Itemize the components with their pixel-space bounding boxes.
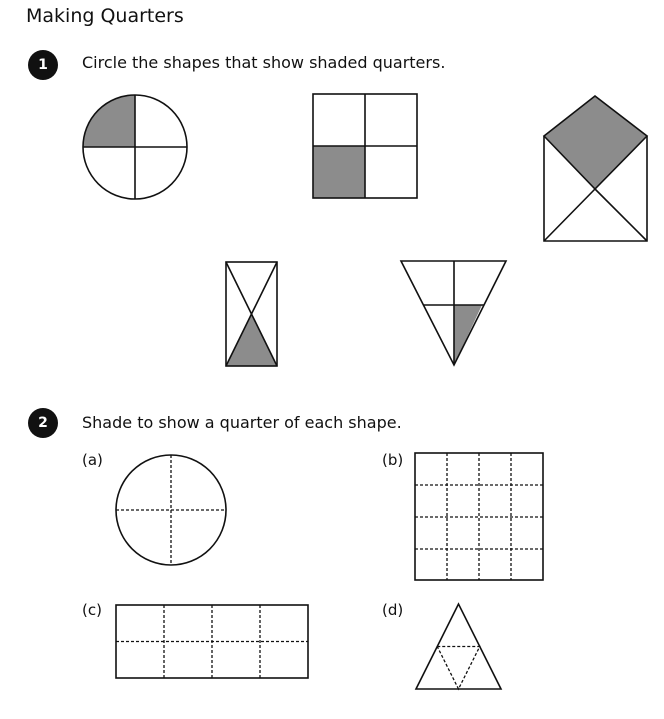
question-number-badge: 2	[28, 408, 58, 438]
envelope-square-shape[interactable]	[543, 95, 649, 243]
part-label-b: (b)	[382, 451, 404, 469]
part-label-d: (d)	[382, 601, 404, 619]
rectangle-grid-shape[interactable]	[115, 604, 310, 680]
part-label-c: (c)	[82, 601, 102, 619]
rectangle-diagonals-shape[interactable]	[225, 261, 279, 368]
question-instruction: Shade to show a quarter of each shape.	[82, 413, 402, 432]
question-number-badge: 1	[28, 50, 58, 80]
triangle-dashed-shape[interactable]	[415, 603, 503, 691]
square-quarters-shape[interactable]	[312, 93, 419, 200]
page-title: Making Quarters	[26, 5, 184, 27]
part-label-a: (a)	[82, 451, 103, 469]
inverted-triangle-shape[interactable]	[400, 260, 508, 368]
question-instruction: Circle the shapes that show shaded quarters.	[82, 53, 446, 72]
circle-quarters-shape[interactable]	[80, 92, 190, 202]
circle-dashed-shape[interactable]	[114, 453, 228, 567]
square-grid-shape[interactable]	[414, 452, 545, 582]
